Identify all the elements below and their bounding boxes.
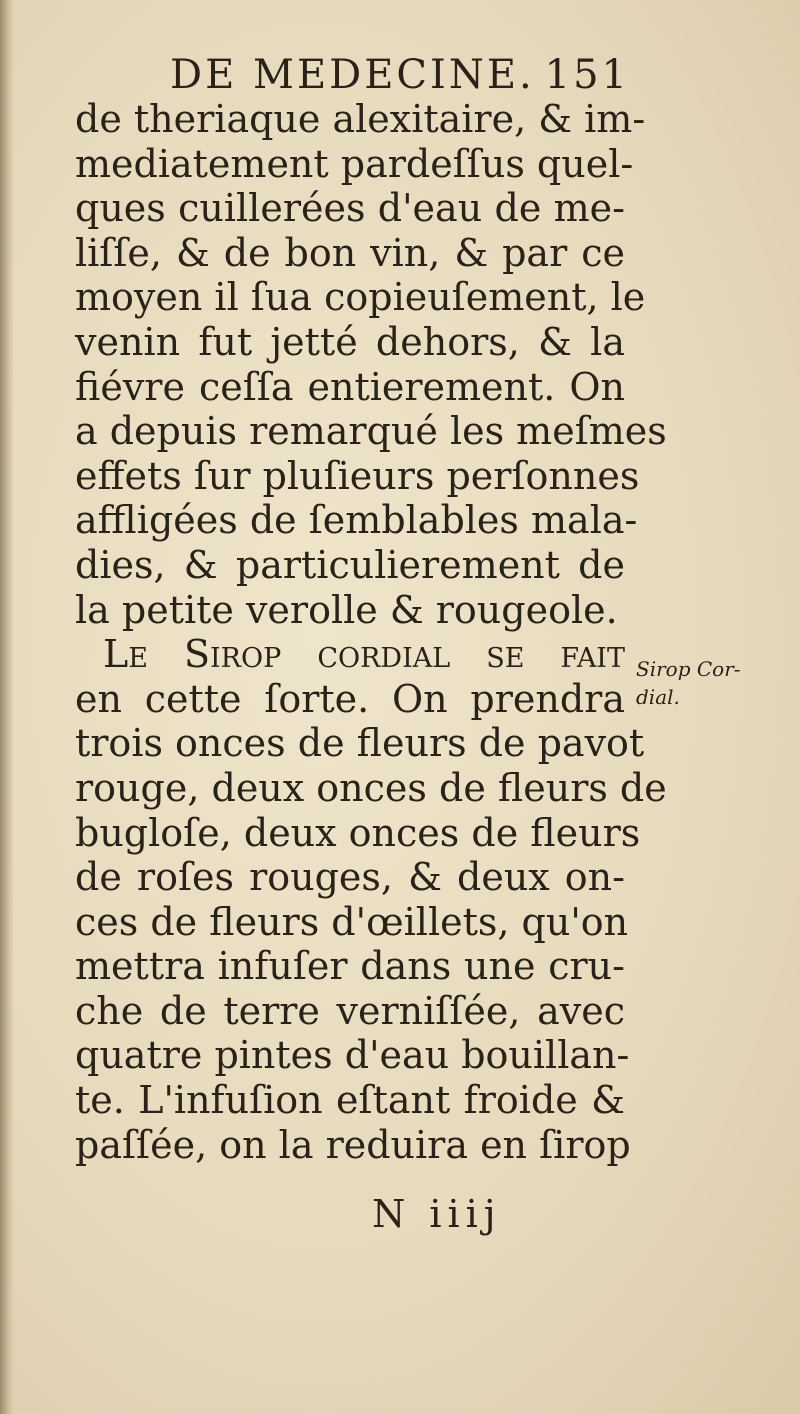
body-text xyxy=(75,97,667,1167)
text-line: affligées de ſemblables mala- xyxy=(75,498,638,543)
page-gutter-shadow xyxy=(0,0,14,1414)
text-line: moyen il ſua copieuſement, le xyxy=(75,275,646,320)
text-line: effets ſur pluſieurs perſonnes xyxy=(75,453,640,498)
text-line: mettra infuſer dans une cru- xyxy=(75,944,625,989)
text-line: dies, & particulierement de xyxy=(75,542,625,587)
signature-mark: N iiij xyxy=(372,1192,502,1236)
paragraph-start-line: Le Sirop cordial ſe fait xyxy=(103,632,625,677)
running-title: DE MEDECINE. xyxy=(170,52,535,98)
text-line: en cette ſorte. On prendra xyxy=(75,676,625,721)
text-line: a depuis remarqué les meſmes xyxy=(75,409,667,454)
page-number: 151 xyxy=(544,52,630,98)
text-line: rouge, deux onces de fleurs de xyxy=(75,765,667,810)
text-line: trois onces de fleurs de pavot xyxy=(75,721,645,766)
text-line: te. L'infuſion eſtant froide & xyxy=(75,1078,625,1123)
text-line: che de terre verniſſée, avec xyxy=(75,988,625,1033)
text-line: ces de fleurs d'œillets, qu'on xyxy=(75,899,629,944)
text-line: liſſe, & de bon vin, & par ce xyxy=(75,230,625,275)
text-line: de theriaque alexitaire, & im- xyxy=(75,97,646,141)
margin-note-line: Sirop Cor- xyxy=(636,657,741,681)
margin-note xyxy=(636,655,796,711)
text-line: quatre pintes d'eau bouillan- xyxy=(75,1033,630,1078)
text-line: venin fut jetté dehors, & la xyxy=(75,319,625,364)
text-line: bugloſe, deux onces de fleurs xyxy=(75,810,641,855)
page-header xyxy=(170,52,630,102)
text-line: ques cuillerées d'eau de me- xyxy=(75,186,625,231)
text-line: paſſée, on la reduira en ſirop xyxy=(75,1122,631,1167)
text-line: mediatement pardeſſus quel- xyxy=(75,141,634,186)
text-line: la petite verolle & rougeole. xyxy=(75,587,618,632)
text-line: fiévre ceſſa entierement. On xyxy=(75,364,625,409)
text-line: de roſes rouges, & deux on- xyxy=(75,855,625,900)
margin-note-line: dial. xyxy=(636,685,680,709)
